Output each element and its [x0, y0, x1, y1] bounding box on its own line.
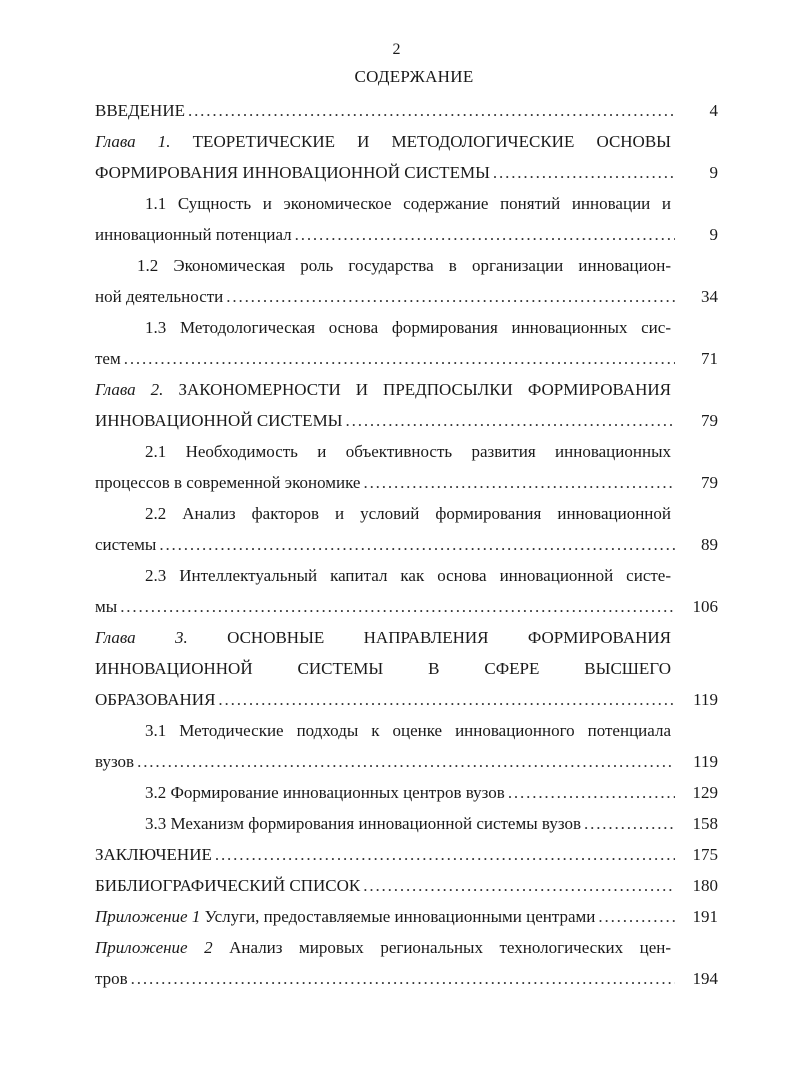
- page-ref: 9: [709, 163, 718, 182]
- toc-entry-conclusion[interactable]: ЗАКЛЮЧЕНИЕ . . . 175: [95, 839, 718, 870]
- toc-appendix-1[interactable]: Приложение 1 Услуги, предоставляемые инновационными центрами . . . 191: [95, 901, 718, 932]
- toc-section-3-3[interactable]: 3.3 Механизм формирования инновационной системы вузов . . . 158: [95, 808, 718, 839]
- toc-section-2-2-heading[interactable]: 2.2 Анализ факторов и условий формирования инновационной: [145, 504, 671, 523]
- page-ref: 79: [701, 411, 718, 430]
- toc-appendix-2[interactable]: тров . . . 194: [95, 963, 718, 994]
- toc-section-2-1[interactable]: процессов в современной экономике . . . 79: [95, 467, 718, 498]
- toc-section-2-1-heading[interactable]: 2.1 Необходимость и объективность развития инновационных: [145, 442, 671, 461]
- page-ref: 79: [701, 473, 718, 492]
- toc-section-1-1-heading[interactable]: 1.1 Сущность и экономическое содержание понятий инновации и: [145, 194, 671, 213]
- page-title: СОДЕРЖАНИЕ: [354, 67, 474, 86]
- toc-section-1-2-heading[interactable]: 1.2 Экономическая роль государства в организации инновацион-: [137, 256, 671, 275]
- page-ref: 9: [709, 225, 718, 244]
- page-ref: 34: [701, 287, 718, 306]
- toc-chapter-3-heading-line-2[interactable]: ИННОВАЦИОННОЙ СИСТЕМЫ В СФЕРЕ ВЫСШЕГО: [95, 659, 671, 678]
- toc-section-3-2[interactable]: 3.2 Формирование инновационных центров вузов . . . 129: [95, 777, 718, 808]
- page-ref: 4: [709, 101, 718, 120]
- toc-entry-introduction[interactable]: ВВЕДЕНИЕ . . . 4: [95, 95, 718, 126]
- toc-section-2-2[interactable]: системы . . . 89: [95, 529, 718, 560]
- toc-section-3-1[interactable]: вузов . . . 119: [95, 746, 718, 777]
- page-ref: 180: [692, 876, 718, 895]
- page-ref: 89: [701, 535, 718, 554]
- toc-section-1-3[interactable]: тем . . . 71: [95, 343, 718, 374]
- toc-section-2-3-heading[interactable]: 2.3 Интеллектуальный капитал как основа инновационной систе-: [145, 566, 671, 585]
- toc-section-1-2[interactable]: ной деятельности . . . 34: [95, 281, 718, 312]
- toc-section-3-1-heading[interactable]: 3.1 Методические подходы к оценке инновационного потенциала: [145, 721, 671, 740]
- page-ref: 175: [692, 845, 718, 864]
- page-ref: 71: [701, 349, 718, 368]
- page-number: 2: [392, 41, 401, 58]
- toc-chapter-1[interactable]: ФОРМИРОВАНИЯ ИННОВАЦИОННОЙ СИСТЕМЫ . . . 9: [95, 157, 718, 188]
- page-ref: 191: [692, 907, 718, 926]
- toc-chapter-2[interactable]: ИННОВАЦИОННОЙ СИСТЕМЫ . . . 79: [95, 405, 718, 436]
- page-ref: 129: [692, 783, 718, 802]
- toc-chapter-1-heading[interactable]: Глава 1. ТЕОРЕТИЧЕСКИЕ И МЕТОДОЛОГИЧЕСКИЕ ОСНОВЫ: [95, 132, 672, 151]
- page-ref: 119: [693, 690, 718, 709]
- page-ref: 158: [692, 814, 718, 833]
- page-ref: 194: [692, 969, 718, 988]
- toc-section-2-3[interactable]: мы . . . 106: [95, 591, 718, 622]
- toc-chapter-3[interactable]: ОБРАЗОВАНИЯ . . . 119: [95, 684, 718, 715]
- toc-chapter-3-heading[interactable]: Глава 3. ОСНОВНЫЕ НАПРАВЛЕНИЯ ФОРМИРОВАНИЯ: [95, 628, 671, 647]
- page-ref: 106: [692, 597, 718, 616]
- toc-section-1-1[interactable]: инновационный потенциал . . . 9: [95, 219, 718, 250]
- toc-entry-bibliography[interactable]: БИБЛИОГРАФИЧЕСКИЙ СПИСОК . . . 180: [95, 870, 718, 901]
- toc-section-1-3-heading[interactable]: 1.3 Методологическая основа формирования инновационных сис-: [145, 318, 671, 337]
- page-ref: 119: [693, 752, 718, 771]
- toc-appendix-2-heading[interactable]: Приложение 2 Анализ мировых региональных технологических цен-: [95, 938, 672, 957]
- table-of-contents: [95, 95, 718, 994]
- toc-chapter-2-heading[interactable]: Глава 2. ЗАКОНОМЕРНОСТИ И ПРЕДПОСЫЛКИ ФОРМИРОВАНИЯ: [95, 380, 671, 399]
